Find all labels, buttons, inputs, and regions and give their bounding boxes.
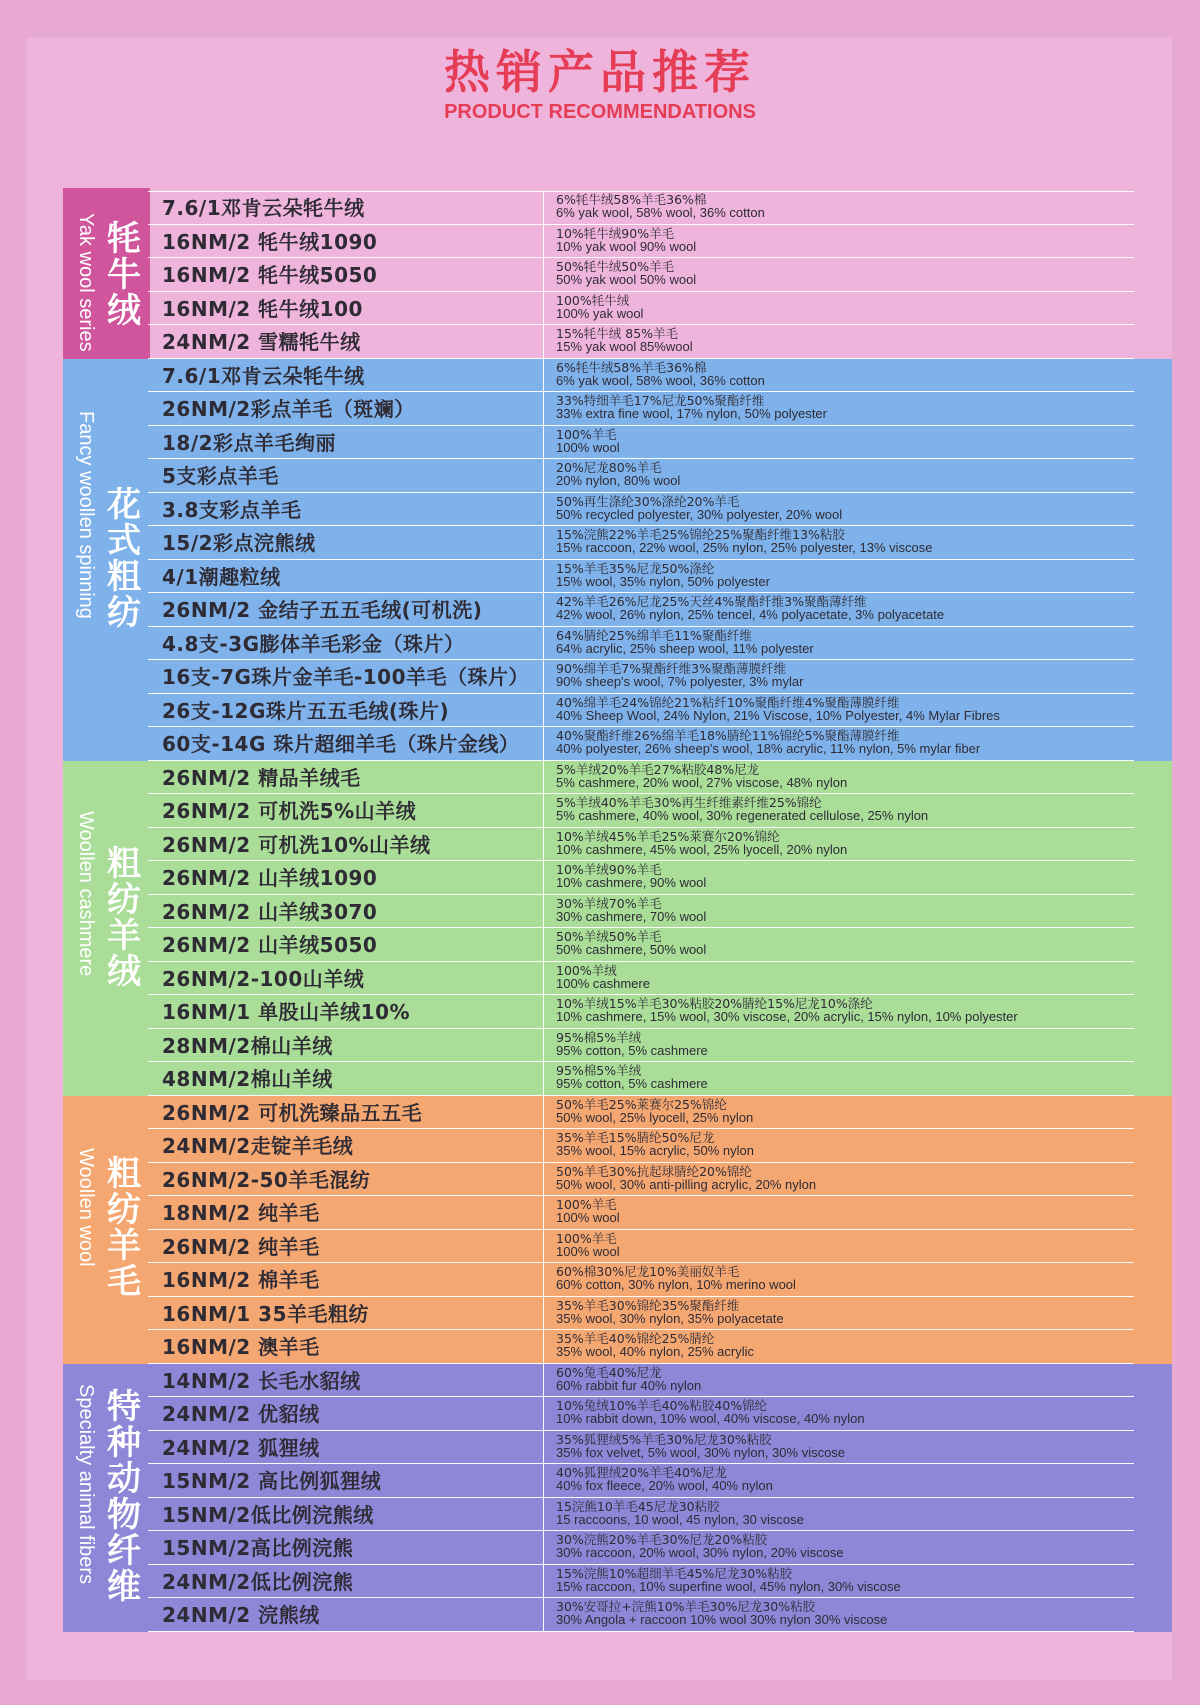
composition-en: 50% cashmere, 50% wool — [556, 942, 707, 957]
composition-cn: 15浣熊10羊毛45尼龙30粘胶 — [556, 1498, 720, 1514]
composition-cn: 10%羊绒45%羊毛25%莱赛尔20%锦纶 — [556, 828, 780, 844]
column-divider — [543, 1464, 544, 1497]
column-divider — [543, 895, 544, 928]
table-row — [148, 359, 1134, 393]
composition-en: 40% Sheep Wool, 24% Nylon, 21% Viscose, 10% Polyester, 4% Mylar Fibres — [556, 707, 1000, 723]
composition-cn: 64%腈纶25%绵羊毛11%聚酯纤维 — [556, 627, 752, 643]
composition-en: 35% wool, 30% nylon, 35% polyacetate — [556, 1310, 784, 1326]
composition-en: 100% wool — [556, 1210, 620, 1225]
column-divider — [543, 1431, 544, 1464]
product-name: 3.8支彩点羊毛 — [162, 497, 302, 522]
composition-cn: 30%羊绒70%羊毛 — [556, 895, 662, 911]
product-name: 16NM/2 棉羊毛 — [162, 1268, 320, 1292]
composition-en: 100% wool — [556, 1243, 620, 1259]
product-name: 5支彩点羊毛 — [162, 464, 279, 488]
column-divider — [543, 225, 544, 258]
column-divider — [543, 794, 544, 827]
table-row — [148, 1598, 1134, 1632]
column-divider — [543, 526, 544, 559]
table-row — [148, 493, 1134, 527]
table-row — [148, 392, 1134, 426]
composition-en: 35% fox velvet, 5% wool, 30% nylon, 30% viscose — [556, 1444, 846, 1460]
section-label-animal — [63, 1364, 148, 1632]
product-name: 26NM/2彩点羊毛（斑斓） — [162, 397, 415, 421]
column-divider — [543, 1565, 544, 1598]
composition-en: 50% yak wool 50% wool — [556, 272, 697, 287]
table-row — [148, 794, 1134, 828]
composition-cn: 50%牦牛绒50%羊毛 — [556, 259, 675, 274]
product-name: 26NM/2 可机洗臻品五五毛 — [162, 1100, 423, 1125]
column-divider — [543, 593, 544, 626]
section-label-wool — [63, 1096, 148, 1364]
column-divider — [543, 1397, 544, 1430]
product-name: 26NM/2 可机洗5%山羊绒 — [162, 799, 417, 823]
composition-en: 6% yak wool, 58% wool, 36% cotton — [556, 372, 765, 388]
column-divider — [543, 627, 544, 660]
composition-cn: 60%兔毛40%尼龙 — [556, 1364, 662, 1380]
table-row — [148, 1096, 1134, 1130]
column-divider — [543, 459, 544, 492]
composition-cn: 50%羊毛30%抗起球腈纶20%锦纶 — [556, 1163, 752, 1179]
product-name: 24NM/2低比例浣熊 — [162, 1569, 354, 1594]
composition-cn: 5%羊绒20%羊毛27%粘胶48%尼龙 — [556, 761, 760, 777]
product-name: 15NM/2低比例浣熊绒 — [162, 1502, 374, 1527]
product-name: 16支-7G珠片金羊毛-100羊毛（珠片） — [162, 665, 530, 689]
product-name: 26NM/2-50羊毛混纺 — [162, 1167, 371, 1192]
section-label-cn: 牦牛绒 — [107, 219, 141, 331]
composition-cn: 10%兔绒10%羊毛40%粘胶40%锦纶 — [556, 1398, 768, 1413]
table-row — [148, 694, 1134, 728]
composition-en: 50% recycled polyester, 30% polyester, 20% wool — [556, 506, 843, 522]
section-label-cn: 特种动物纤维 — [107, 1386, 141, 1607]
product-name: 26支-12G珠片五五毛绒(珠片) — [162, 698, 450, 723]
composition-cn: 15%羊毛35%尼龙50%涤纶 — [556, 560, 715, 576]
composition-cn: 40%绵羊毛24%锦纶21%粘纤10%聚酯纤维4%聚酯薄膜纤维 — [556, 694, 900, 710]
composition-en: 100% cashmere — [556, 975, 650, 991]
composition-cn: 15%浣熊10%超细羊毛45%尼龙30%粘胶 — [556, 1565, 793, 1581]
table-row — [148, 660, 1134, 694]
column-divider — [543, 1364, 544, 1397]
composition-en: 60% cotton, 30% nylon, 10% merino wool — [556, 1277, 796, 1292]
product-name: 16NM/1 35羊毛粗纺 — [162, 1301, 369, 1326]
product-name: 4/1潮趣粒绒 — [162, 564, 281, 589]
composition-cn: 20%尼龙80%羊毛 — [556, 460, 662, 475]
product-name: 26NM/2 纯羊毛 — [162, 1234, 320, 1259]
composition-en: 50% wool, 25% lyocell, 25% nylon — [556, 1109, 754, 1125]
composition-en: 15% raccoon, 22% wool, 25% nylon, 25% polyester, 13% viscose — [556, 540, 933, 555]
product-name: 15/2彩点浣熊绒 — [162, 531, 316, 555]
composition-en: 15% wool, 35% nylon, 50% polyester — [556, 573, 770, 589]
composition-en: 35% wool, 40% nylon, 25% acrylic — [556, 1344, 754, 1359]
composition-cn: 95%棉5%羊绒 — [556, 1063, 642, 1078]
product-name: 24NM/2 狐狸绒 — [162, 1435, 320, 1460]
composition-cn: 100%羊毛 — [556, 1197, 617, 1212]
table-row — [148, 1129, 1134, 1163]
column-divider — [543, 1230, 544, 1263]
section-label-en: Yak wool series — [75, 213, 97, 352]
column-divider — [543, 1598, 544, 1631]
table-row — [148, 1230, 1134, 1264]
table-row — [148, 1431, 1134, 1465]
section-label-fancy — [63, 359, 148, 761]
composition-en: 100% yak wool — [556, 305, 644, 321]
section-label-en: Specialty animal fibers — [75, 1383, 97, 1584]
composition-en: 64% acrylic, 25% sheep wool, 11% polyester — [556, 640, 814, 656]
product-name: 16NM/2 牦牛绒1090 — [162, 229, 378, 254]
table-row — [148, 761, 1134, 795]
column-divider — [543, 1297, 544, 1330]
composition-cn: 6%牦牛绒58%羊毛36%棉 — [556, 192, 707, 207]
product-name: 26NM/2 可机洗10%山羊绒 — [162, 832, 431, 857]
product-name: 18NM/2 纯羊毛 — [162, 1201, 320, 1225]
table-row — [148, 928, 1134, 962]
column-divider — [543, 325, 544, 358]
composition-cn: 33%特细羊毛17%尼龙50%聚酯纤维 — [556, 393, 765, 408]
composition-cn: 100%羊毛 — [556, 426, 617, 442]
column-divider — [543, 392, 544, 425]
composition-cn: 35%羊毛15%腈纶50%尼龙 — [556, 1130, 715, 1145]
column-divider — [543, 928, 544, 961]
column-divider — [543, 1163, 544, 1196]
table-row — [148, 627, 1134, 661]
product-name: 7.6/1邓肯云朵牦牛绒 — [162, 196, 365, 220]
product-name: 26NM/2 山羊绒3070 — [162, 899, 378, 924]
column-divider — [543, 1263, 544, 1296]
product-name: 26NM/2 金结子五五毛绒(可机洗) — [162, 598, 483, 622]
composition-en: 30% Angola + raccoon 10% wool 30% nylon 30% viscose — [556, 1612, 888, 1627]
table-row — [148, 1531, 1134, 1565]
composition-en: 5% cashmere, 20% wool, 27% viscose, 48% nylon — [556, 774, 848, 790]
composition-en: 30% cashmere, 70% wool — [556, 908, 707, 924]
product-name: 24NM/2 雪糯牦牛绒 — [162, 330, 361, 354]
product-name: 15NM/2高比例浣熊 — [162, 1536, 354, 1560]
product-name: 26NM/2 山羊绒1090 — [162, 866, 378, 890]
column-divider — [543, 861, 544, 894]
composition-cn: 50%羊毛25%莱赛尔25%锦纶 — [556, 1096, 727, 1112]
page-header — [0, 44, 1200, 124]
column-divider — [543, 1531, 544, 1564]
composition-en: 60% rabbit fur 40% nylon — [556, 1377, 702, 1393]
table-row — [148, 325, 1134, 359]
composition-en: 5% cashmere, 40% wool, 30% regenerated cellulose, 25% nylon — [556, 808, 929, 823]
section-label-en: Woollen wool — [75, 1147, 97, 1267]
table-row — [148, 526, 1134, 560]
composition-cn: 95%棉5%羊绒 — [556, 1029, 642, 1045]
composition-en: 10% cashmere, 90% wool — [556, 875, 707, 890]
composition-en: 33% extra fine wool, 17% nylon, 50% polyester — [556, 406, 827, 421]
composition-en: 20% nylon, 80% wool — [556, 473, 681, 488]
product-name: 60支-14G 珠片超细羊毛（珠片金线） — [162, 732, 520, 756]
product-name: 28NM/2棉山羊绒 — [162, 1033, 333, 1058]
composition-en: 40% polyester, 26% sheep's wool, 18% acrylic, 11% nylon, 5% mylar fiber — [556, 741, 981, 756]
table-row — [148, 292, 1134, 326]
column-divider — [543, 962, 544, 995]
column-divider — [543, 292, 544, 325]
table-row — [148, 1397, 1134, 1431]
table-row — [148, 1565, 1134, 1599]
composition-en: 95% cotton, 5% cashmere — [556, 1076, 708, 1091]
table-row — [148, 828, 1134, 862]
page-title: 热销产品推荐 — [444, 45, 756, 99]
composition-en: 30% raccoon, 20% wool, 30% nylon, 20% viscose — [556, 1545, 844, 1560]
composition-cn: 35%狐狸绒5%羊毛30%尼龙30%粘胶 — [556, 1431, 772, 1447]
column-divider — [543, 1029, 544, 1062]
product-name: 24NM/2 优貂绒 — [162, 1402, 320, 1426]
product-name: 16NM/2 澳羊毛 — [162, 1335, 320, 1359]
composition-cn: 15%牦牛绒 85%羊毛 — [556, 326, 679, 341]
column-divider — [543, 1129, 544, 1162]
table-row — [148, 1029, 1134, 1063]
composition-cn: 40%聚酯纤维26%绵羊毛18%腈纶11%锦纶5%聚酯薄膜纤维 — [556, 728, 900, 743]
column-divider — [543, 1196, 544, 1229]
composition-en: 15 raccoons, 10 wool, 45 nylon, 30 viscose — [556, 1511, 804, 1527]
product-name: 24NM/2走锭羊毛绒 — [162, 1134, 354, 1158]
table-row — [148, 962, 1134, 996]
column-divider — [543, 426, 544, 459]
composition-en: 10% cashmere, 45% wool, 25% lyocell, 20% nylon — [556, 841, 848, 857]
column-divider — [543, 660, 544, 693]
table-row — [148, 995, 1134, 1029]
column-divider — [543, 1062, 544, 1095]
composition-en: 10% yak wool 90% wool — [556, 238, 697, 254]
composition-cn: 50%再生涤纶30%涤纶20%羊毛 — [556, 493, 740, 509]
table-row — [148, 191, 1134, 225]
column-divider — [543, 727, 544, 760]
section-label-yak — [63, 191, 148, 359]
composition-en: 35% wool, 15% acrylic, 50% nylon — [556, 1143, 754, 1158]
composition-cn: 6%牦牛绒58%羊毛36%棉 — [556, 359, 707, 375]
composition-cn: 35%羊毛30%锦纶35%聚酯纤维 — [556, 1297, 740, 1313]
column-divider — [543, 258, 544, 291]
section-label-en: Woollen cashmere — [75, 810, 97, 976]
table-row — [148, 895, 1134, 929]
product-name: 48NM/2棉山羊绒 — [162, 1067, 333, 1091]
table-row — [148, 459, 1134, 493]
table-row — [148, 426, 1134, 460]
table-row — [148, 1263, 1134, 1297]
section-label-en: Fancy woollen spinning — [75, 410, 97, 619]
composition-cn: 5%羊绒40%羊毛30%再生纤维素纤维25%锦纶 — [556, 795, 822, 810]
column-divider — [543, 694, 544, 727]
column-divider — [543, 359, 544, 392]
composition-en: 6% yak wool, 58% wool, 36% cotton — [556, 205, 765, 220]
column-divider — [543, 493, 544, 526]
composition-en: 90% sheep's wool, 7% polyester, 3% mylar — [556, 674, 804, 689]
table-row — [148, 1330, 1134, 1364]
composition-en: 15% yak wool 85%wool — [556, 339, 693, 354]
table-row — [148, 225, 1134, 259]
composition-cn: 50%羊绒50%羊毛 — [556, 929, 662, 944]
product-name: 15NM/2 高比例狐狸绒 — [162, 1469, 382, 1493]
column-divider — [543, 191, 544, 224]
composition-cn: 10%羊绒15%羊毛30%粘胶20%腈纶15%尼龙10%涤纶 — [556, 996, 873, 1011]
column-divider — [543, 995, 544, 1028]
table-row — [148, 593, 1134, 627]
product-name: 18/2彩点羊毛绚丽 — [162, 430, 337, 455]
composition-cn: 90%绵羊毛7%聚酯纤维3%聚酯薄膜纤维 — [556, 661, 786, 676]
table-row — [148, 258, 1134, 292]
composition-cn: 15%浣熊22%羊毛25%锦纶25%聚酯纤维13%粘胶 — [556, 527, 845, 542]
product-name: 7.6/1邓肯云朵牦牛绒 — [162, 363, 365, 388]
table-row — [148, 1297, 1134, 1331]
section-label-cn: 花式粗纺 — [107, 484, 141, 633]
product-name: 26NM/2-100山羊绒 — [162, 966, 365, 991]
table-top-border — [148, 191, 1134, 192]
composition-en: 42% wool, 26% nylon, 25% tencel, 4% polyacetate, 3% polyacetate — [556, 607, 945, 622]
table-row — [148, 1163, 1134, 1197]
product-name: 14NM/2 长毛水貂绒 — [162, 1368, 361, 1393]
table-row — [148, 560, 1134, 594]
composition-cn: 30%安哥拉+浣熊10%羊毛30%尼龙30%粘胶 — [556, 1599, 816, 1614]
composition-cn: 35%羊毛40%锦纶25%腈纶 — [556, 1331, 715, 1346]
column-divider — [543, 761, 544, 794]
composition-en: 50% wool, 30% anti-pilling acrylic, 20% nylon — [556, 1176, 817, 1192]
composition-en: 10% cashmere, 15% wool, 30% viscose, 20% acrylic, 15% nylon, 10% polyester — [556, 1009, 1018, 1024]
composition-cn: 42%羊毛26%尼龙25%天丝4%聚酯纤维3%聚酯薄纤维 — [556, 594, 867, 609]
composition-cn: 60%棉30%尼龙10%美丽奴羊毛 — [556, 1264, 740, 1279]
table-row — [148, 1364, 1134, 1398]
composition-cn: 100%牦牛绒 — [556, 292, 630, 308]
composition-cn: 100%羊绒 — [556, 962, 617, 978]
composition-cn: 30%浣熊20%羊毛30%尼龙20%粘胶 — [556, 1532, 768, 1547]
column-divider — [543, 560, 544, 593]
product-name: 26NM/2 精品羊绒毛 — [162, 765, 361, 790]
composition-cn: 10%羊绒90%羊毛 — [556, 862, 662, 877]
composition-cn: 100%羊毛 — [556, 1230, 617, 1246]
section-label-cashmere — [63, 761, 148, 1096]
composition-en: 15% raccoon, 10% superfine wool, 45% nylon, 30% viscose — [556, 1578, 901, 1594]
table-row — [148, 861, 1134, 895]
column-divider — [543, 1498, 544, 1531]
product-name: 4.8支-3G膨体羊毛彩金（珠片） — [162, 631, 465, 656]
section-label-cn: 粗纺羊毛 — [107, 1153, 141, 1302]
product-name: 24NM/2 浣熊绒 — [162, 1603, 320, 1627]
product-name: 16NM/2 牦牛绒100 — [162, 296, 363, 321]
composition-en: 95% cotton, 5% cashmere — [556, 1042, 708, 1058]
table-row — [148, 727, 1134, 761]
table-row — [148, 1498, 1134, 1532]
table-row — [148, 1196, 1134, 1230]
composition-cn: 40%狐狸绒20%羊毛40%尼龙 — [556, 1465, 727, 1480]
product-name: 16NM/1 单股山羊绒10% — [162, 1000, 411, 1024]
composition-cn: 10%牦牛绒90%羊毛 — [556, 225, 675, 241]
column-divider — [543, 1330, 544, 1363]
column-divider — [543, 1096, 544, 1129]
column-divider — [543, 828, 544, 861]
page-subtitle: PRODUCT RECOMMENDATIONS — [444, 101, 756, 123]
product-name: 16NM/2 牦牛绒5050 — [162, 263, 378, 287]
section-label-cn: 粗纺羊绒 — [107, 843, 141, 992]
composition-en: 40% fox fleece, 20% wool, 40% nylon — [556, 1478, 773, 1493]
table-row — [148, 1062, 1134, 1096]
table-row — [148, 1464, 1134, 1498]
composition-en: 100% wool — [556, 439, 620, 455]
product-name: 26NM/2 山羊绒5050 — [162, 933, 378, 957]
composition-en: 10% rabbit down, 10% wool, 40% viscose, 40% nylon — [556, 1411, 865, 1426]
